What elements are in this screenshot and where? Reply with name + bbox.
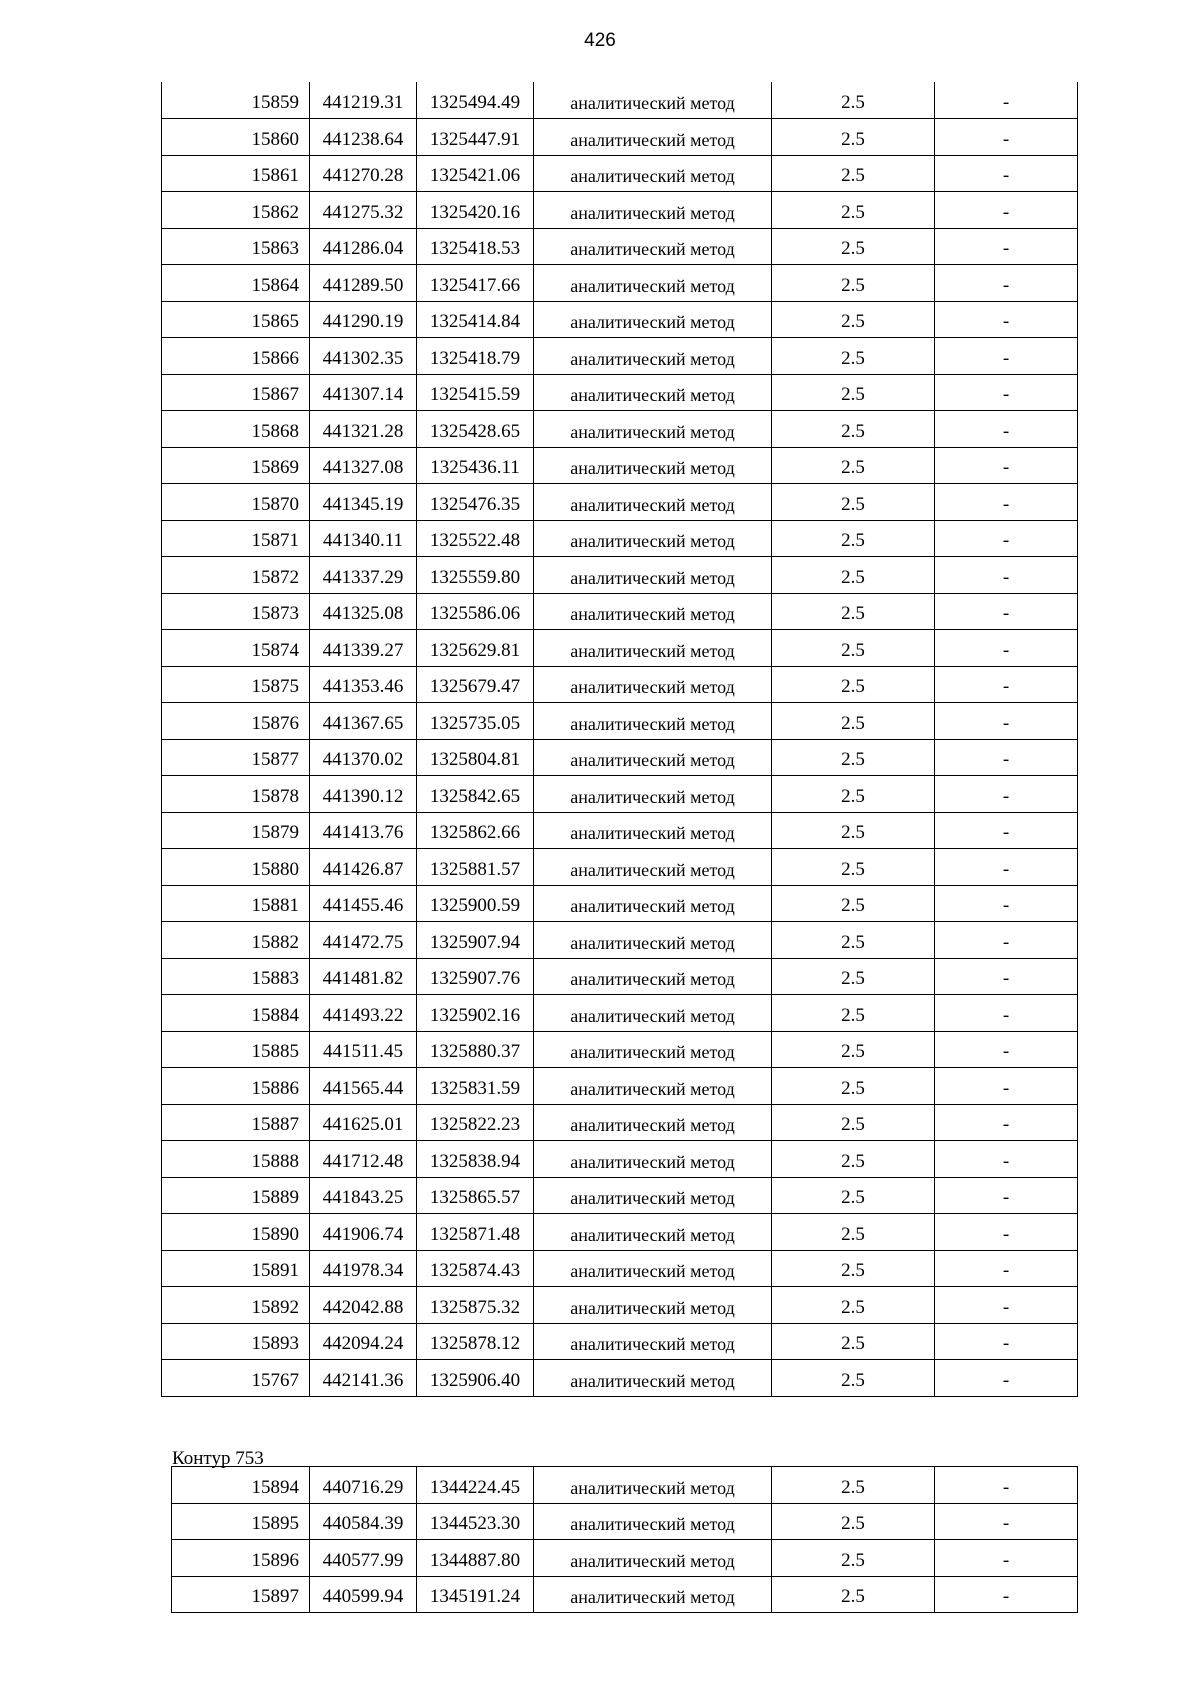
point-number-cell: 15897	[172, 1576, 310, 1613]
note-cell: -	[935, 192, 1078, 229]
x-coordinate-cell: 441353.46	[310, 666, 417, 703]
note-cell: -	[935, 1287, 1078, 1324]
method-cell: аналитический метод	[534, 995, 772, 1032]
note-cell: -	[935, 1177, 1078, 1214]
accuracy-cell: 2.5	[772, 1104, 935, 1141]
point-number-cell: 15869	[162, 447, 310, 484]
note-cell: -	[935, 630, 1078, 667]
accuracy-cell: 2.5	[772, 1068, 935, 1105]
y-coordinate-cell: 1325865.57	[417, 1177, 534, 1214]
method-cell: аналитический метод	[534, 1467, 772, 1504]
accuracy-cell: 2.5	[772, 1360, 935, 1397]
accuracy-cell: 2.5	[772, 703, 935, 740]
accuracy-cell: 2.5	[772, 374, 935, 411]
y-coordinate-cell: 1325906.40	[417, 1360, 534, 1397]
contour-label: Контур 753	[172, 1448, 264, 1469]
x-coordinate-cell: 441712.48	[310, 1141, 417, 1178]
accuracy-cell: 2.5	[772, 630, 935, 667]
table-row	[162, 1177, 1078, 1214]
table-row	[162, 265, 1078, 302]
point-number-cell: 15859	[162, 82, 310, 119]
table-row	[162, 922, 1078, 959]
method-cell: аналитический метод	[534, 1177, 772, 1214]
point-number-cell: 15887	[162, 1104, 310, 1141]
table-row	[162, 192, 1078, 229]
method-cell: аналитический метод	[534, 192, 772, 229]
note-cell: -	[935, 739, 1078, 776]
y-coordinate-cell: 1325476.35	[417, 484, 534, 521]
table-row	[162, 776, 1078, 813]
point-number-cell: 15882	[162, 922, 310, 959]
x-coordinate-cell: 441325.08	[310, 593, 417, 630]
y-coordinate-cell: 1325842.65	[417, 776, 534, 813]
table-row	[162, 301, 1078, 338]
x-coordinate-cell: 441337.29	[310, 557, 417, 594]
y-coordinate-cell: 1325522.48	[417, 520, 534, 557]
y-coordinate-cell: 1325881.57	[417, 849, 534, 886]
x-coordinate-cell: 441270.28	[310, 155, 417, 192]
point-number-cell: 15891	[162, 1250, 310, 1287]
note-cell: -	[935, 1576, 1078, 1613]
note-cell: -	[935, 374, 1078, 411]
x-coordinate-cell: 441289.50	[310, 265, 417, 302]
table-row	[162, 338, 1078, 375]
table-row	[162, 557, 1078, 594]
x-coordinate-cell: 441413.76	[310, 812, 417, 849]
point-number-cell: 15866	[162, 338, 310, 375]
accuracy-cell: 2.5	[772, 1503, 935, 1540]
x-coordinate-cell: 441625.01	[310, 1104, 417, 1141]
table-row	[162, 374, 1078, 411]
point-number-cell: 15862	[162, 192, 310, 229]
accuracy-cell: 2.5	[772, 82, 935, 119]
accuracy-cell: 2.5	[772, 1250, 935, 1287]
note-cell: -	[935, 1503, 1078, 1540]
y-coordinate-cell: 1344523.30	[417, 1503, 534, 1540]
x-coordinate-cell: 441321.28	[310, 411, 417, 448]
table-row	[172, 1540, 1078, 1577]
method-cell: аналитический метод	[534, 776, 772, 813]
y-coordinate-cell: 1325838.94	[417, 1141, 534, 1178]
note-cell: -	[935, 812, 1078, 849]
accuracy-cell: 2.5	[772, 1540, 935, 1577]
y-coordinate-cell: 1325414.84	[417, 301, 534, 338]
x-coordinate-cell: 441238.64	[310, 119, 417, 156]
accuracy-cell: 2.5	[772, 739, 935, 776]
x-coordinate-cell: 441302.35	[310, 338, 417, 375]
method-cell: аналитический метод	[534, 1031, 772, 1068]
method-cell: аналитический метод	[534, 155, 772, 192]
note-cell: -	[935, 885, 1078, 922]
point-number-cell: 15883	[162, 958, 310, 995]
table-row	[162, 1068, 1078, 1105]
table-row	[172, 1576, 1078, 1613]
table-row	[162, 666, 1078, 703]
x-coordinate-cell: 441978.34	[310, 1250, 417, 1287]
x-coordinate-cell: 441481.82	[310, 958, 417, 995]
method-cell: аналитический метод	[534, 1214, 772, 1251]
contour-753-table-body	[172, 1467, 1078, 1613]
table-row	[162, 1250, 1078, 1287]
point-number-cell: 15872	[162, 557, 310, 594]
point-number-cell: 15878	[162, 776, 310, 813]
method-cell: аналитический метод	[534, 739, 772, 776]
accuracy-cell: 2.5	[772, 1031, 935, 1068]
note-cell: -	[935, 520, 1078, 557]
accuracy-cell: 2.5	[772, 265, 935, 302]
method-cell: аналитический метод	[534, 1250, 772, 1287]
table-row	[162, 1031, 1078, 1068]
method-cell: аналитический метод	[534, 301, 772, 338]
x-coordinate-cell: 441345.19	[310, 484, 417, 521]
table-row	[162, 995, 1078, 1032]
point-number-cell: 15875	[162, 666, 310, 703]
y-coordinate-cell: 1325420.16	[417, 192, 534, 229]
y-coordinate-cell: 1325871.48	[417, 1214, 534, 1251]
accuracy-cell: 2.5	[772, 1576, 935, 1613]
accuracy-cell: 2.5	[772, 885, 935, 922]
y-coordinate-cell: 1325878.12	[417, 1323, 534, 1360]
method-cell: аналитический метод	[534, 593, 772, 630]
y-coordinate-cell: 1325418.79	[417, 338, 534, 375]
accuracy-cell: 2.5	[772, 484, 935, 521]
y-coordinate-cell: 1325831.59	[417, 1068, 534, 1105]
table-row	[162, 1287, 1078, 1324]
point-number-cell: 15881	[162, 885, 310, 922]
x-coordinate-cell: 441367.65	[310, 703, 417, 740]
method-cell: аналитический метод	[534, 1068, 772, 1105]
x-coordinate-cell: 442141.36	[310, 1360, 417, 1397]
table-row	[162, 703, 1078, 740]
method-cell: аналитический метод	[534, 484, 772, 521]
method-cell: аналитический метод	[534, 1104, 772, 1141]
point-number-cell: 15880	[162, 849, 310, 886]
accuracy-cell: 2.5	[772, 666, 935, 703]
y-coordinate-cell: 1325900.59	[417, 885, 534, 922]
point-number-cell: 15767	[162, 1360, 310, 1397]
point-number-cell: 15896	[172, 1540, 310, 1577]
note-cell: -	[935, 995, 1078, 1032]
note-cell: -	[935, 484, 1078, 521]
note-cell: -	[935, 155, 1078, 192]
accuracy-cell: 2.5	[772, 155, 935, 192]
x-coordinate-cell: 440577.99	[310, 1540, 417, 1577]
y-coordinate-cell: 1325862.66	[417, 812, 534, 849]
x-coordinate-cell: 441455.46	[310, 885, 417, 922]
page-number: 426	[584, 30, 616, 51]
method-cell: аналитический метод	[534, 1503, 772, 1540]
note-cell: -	[935, 557, 1078, 594]
note-cell: -	[935, 338, 1078, 375]
method-cell: аналитический метод	[534, 82, 772, 119]
point-number-cell: 15892	[162, 1287, 310, 1324]
note-cell: -	[935, 593, 1078, 630]
note-cell: -	[935, 1068, 1078, 1105]
x-coordinate-cell: 441290.19	[310, 301, 417, 338]
point-number-cell: 15888	[162, 1141, 310, 1178]
method-cell: аналитический метод	[534, 1141, 772, 1178]
y-coordinate-cell: 1345191.24	[417, 1576, 534, 1613]
point-number-cell: 15870	[162, 484, 310, 521]
table-row	[162, 1141, 1078, 1178]
method-cell: аналитический метод	[534, 338, 772, 375]
x-coordinate-cell: 441327.08	[310, 447, 417, 484]
note-cell: -	[935, 1104, 1078, 1141]
point-number-cell: 15867	[162, 374, 310, 411]
accuracy-cell: 2.5	[772, 593, 935, 630]
x-coordinate-cell: 440599.94	[310, 1576, 417, 1613]
y-coordinate-cell: 1325907.94	[417, 922, 534, 959]
table-row	[162, 812, 1078, 849]
x-coordinate-cell: 441219.31	[310, 82, 417, 119]
x-coordinate-cell: 442042.88	[310, 1287, 417, 1324]
accuracy-cell: 2.5	[772, 849, 935, 886]
accuracy-cell: 2.5	[772, 776, 935, 813]
point-number-cell: 15886	[162, 1068, 310, 1105]
y-coordinate-cell: 1325494.49	[417, 82, 534, 119]
y-coordinate-cell: 1325559.80	[417, 557, 534, 594]
accuracy-cell: 2.5	[772, 1141, 935, 1178]
table-row	[162, 155, 1078, 192]
note-cell: -	[935, 265, 1078, 302]
method-cell: аналитический метод	[534, 1576, 772, 1613]
table-row	[162, 520, 1078, 557]
accuracy-cell: 2.5	[772, 192, 935, 229]
method-cell: аналитический метод	[534, 958, 772, 995]
method-cell: аналитический метод	[534, 1360, 772, 1397]
table-row	[162, 1360, 1078, 1397]
note-cell: -	[935, 411, 1078, 448]
accuracy-cell: 2.5	[772, 119, 935, 156]
point-number-cell: 15864	[162, 265, 310, 302]
y-coordinate-cell: 1325415.59	[417, 374, 534, 411]
point-number-cell: 15885	[162, 1031, 310, 1068]
accuracy-cell: 2.5	[772, 1287, 935, 1324]
y-coordinate-cell: 1344887.80	[417, 1540, 534, 1577]
point-number-cell: 15889	[162, 1177, 310, 1214]
method-cell: аналитический метод	[534, 520, 772, 557]
method-cell: аналитический метод	[534, 812, 772, 849]
point-number-cell: 15894	[172, 1467, 310, 1504]
table-row	[162, 630, 1078, 667]
accuracy-cell: 2.5	[772, 411, 935, 448]
point-number-cell: 15861	[162, 155, 310, 192]
accuracy-cell: 2.5	[772, 520, 935, 557]
table-row	[172, 1467, 1078, 1504]
table-row	[162, 1104, 1078, 1141]
point-number-cell: 15890	[162, 1214, 310, 1251]
note-cell: -	[935, 119, 1078, 156]
table-row	[162, 958, 1078, 995]
x-coordinate-cell: 441843.25	[310, 1177, 417, 1214]
point-number-cell: 15868	[162, 411, 310, 448]
method-cell: аналитический метод	[534, 666, 772, 703]
y-coordinate-cell: 1325907.76	[417, 958, 534, 995]
y-coordinate-cell: 1325428.65	[417, 411, 534, 448]
y-coordinate-cell: 1325586.06	[417, 593, 534, 630]
note-cell: -	[935, 1141, 1078, 1178]
contour-753-table	[171, 1466, 1078, 1613]
y-coordinate-cell: 1325418.53	[417, 228, 534, 265]
method-cell: аналитический метод	[534, 630, 772, 667]
method-cell: аналитический метод	[534, 1287, 772, 1324]
method-cell: аналитический метод	[534, 228, 772, 265]
table-row	[162, 593, 1078, 630]
accuracy-cell: 2.5	[772, 812, 935, 849]
y-coordinate-cell: 1325629.81	[417, 630, 534, 667]
accuracy-cell: 2.5	[772, 301, 935, 338]
accuracy-cell: 2.5	[772, 922, 935, 959]
point-number-cell: 15873	[162, 593, 310, 630]
table-row	[162, 228, 1078, 265]
y-coordinate-cell: 1325874.43	[417, 1250, 534, 1287]
y-coordinate-cell: 1325417.66	[417, 265, 534, 302]
point-number-cell: 15874	[162, 630, 310, 667]
y-coordinate-cell: 1325880.37	[417, 1031, 534, 1068]
accuracy-cell: 2.5	[772, 1214, 935, 1251]
x-coordinate-cell: 441390.12	[310, 776, 417, 813]
x-coordinate-cell: 441286.04	[310, 228, 417, 265]
table-row	[162, 82, 1078, 119]
y-coordinate-cell: 1344224.45	[417, 1467, 534, 1504]
note-cell: -	[935, 1540, 1078, 1577]
accuracy-cell: 2.5	[772, 447, 935, 484]
table-row	[172, 1503, 1078, 1540]
x-coordinate-cell: 441493.22	[310, 995, 417, 1032]
method-cell: аналитический метод	[534, 703, 772, 740]
accuracy-cell: 2.5	[772, 995, 935, 1032]
table-row	[162, 447, 1078, 484]
coordinates-table-body	[162, 82, 1078, 1396]
method-cell: аналитический метод	[534, 119, 772, 156]
point-number-cell: 15884	[162, 995, 310, 1032]
x-coordinate-cell: 441307.14	[310, 374, 417, 411]
table-row	[162, 484, 1078, 521]
table-row	[162, 739, 1078, 776]
note-cell: -	[935, 1031, 1078, 1068]
y-coordinate-cell: 1325735.05	[417, 703, 534, 740]
method-cell: аналитический метод	[534, 374, 772, 411]
x-coordinate-cell: 441275.32	[310, 192, 417, 229]
x-coordinate-cell: 441370.02	[310, 739, 417, 776]
table-row	[162, 885, 1078, 922]
method-cell: аналитический метод	[534, 1540, 772, 1577]
note-cell: -	[935, 1250, 1078, 1287]
x-coordinate-cell: 441565.44	[310, 1068, 417, 1105]
note-cell: -	[935, 1323, 1078, 1360]
note-cell: -	[935, 849, 1078, 886]
x-coordinate-cell: 441511.45	[310, 1031, 417, 1068]
method-cell: аналитический метод	[534, 922, 772, 959]
x-coordinate-cell: 441426.87	[310, 849, 417, 886]
table-row	[162, 849, 1078, 886]
note-cell: -	[935, 1360, 1078, 1397]
y-coordinate-cell: 1325804.81	[417, 739, 534, 776]
note-cell: -	[935, 776, 1078, 813]
note-cell: -	[935, 82, 1078, 119]
x-coordinate-cell: 440584.39	[310, 1503, 417, 1540]
accuracy-cell: 2.5	[772, 1467, 935, 1504]
coordinates-table	[161, 82, 1078, 1397]
accuracy-cell: 2.5	[772, 557, 935, 594]
table-row	[162, 119, 1078, 156]
note-cell: -	[935, 922, 1078, 959]
point-number-cell: 15895	[172, 1503, 310, 1540]
note-cell: -	[935, 1214, 1078, 1251]
note-cell: -	[935, 447, 1078, 484]
accuracy-cell: 2.5	[772, 958, 935, 995]
note-cell: -	[935, 228, 1078, 265]
table-row	[162, 411, 1078, 448]
x-coordinate-cell: 441339.27	[310, 630, 417, 667]
method-cell: аналитический метод	[534, 411, 772, 448]
note-cell: -	[935, 703, 1078, 740]
point-number-cell: 15865	[162, 301, 310, 338]
y-coordinate-cell: 1325447.91	[417, 119, 534, 156]
method-cell: аналитический метод	[534, 265, 772, 302]
x-coordinate-cell: 440716.29	[310, 1467, 417, 1504]
point-number-cell: 15860	[162, 119, 310, 156]
point-number-cell: 15876	[162, 703, 310, 740]
point-number-cell: 15877	[162, 739, 310, 776]
y-coordinate-cell: 1325421.06	[417, 155, 534, 192]
point-number-cell: 15863	[162, 228, 310, 265]
x-coordinate-cell: 442094.24	[310, 1323, 417, 1360]
note-cell: -	[935, 958, 1078, 995]
point-number-cell: 15893	[162, 1323, 310, 1360]
y-coordinate-cell: 1325902.16	[417, 995, 534, 1032]
x-coordinate-cell: 441906.74	[310, 1214, 417, 1251]
y-coordinate-cell: 1325822.23	[417, 1104, 534, 1141]
method-cell: аналитический метод	[534, 1323, 772, 1360]
note-cell: -	[935, 1467, 1078, 1504]
method-cell: аналитический метод	[534, 447, 772, 484]
y-coordinate-cell: 1325875.32	[417, 1287, 534, 1324]
y-coordinate-cell: 1325679.47	[417, 666, 534, 703]
accuracy-cell: 2.5	[772, 1177, 935, 1214]
method-cell: аналитический метод	[534, 849, 772, 886]
table-row	[162, 1214, 1078, 1251]
accuracy-cell: 2.5	[772, 338, 935, 375]
method-cell: аналитический метод	[534, 557, 772, 594]
table-row	[162, 1323, 1078, 1360]
method-cell: аналитический метод	[534, 885, 772, 922]
point-number-cell: 15871	[162, 520, 310, 557]
x-coordinate-cell: 441340.11	[310, 520, 417, 557]
accuracy-cell: 2.5	[772, 228, 935, 265]
y-coordinate-cell: 1325436.11	[417, 447, 534, 484]
accuracy-cell: 2.5	[772, 1323, 935, 1360]
note-cell: -	[935, 666, 1078, 703]
note-cell: -	[935, 301, 1078, 338]
x-coordinate-cell: 441472.75	[310, 922, 417, 959]
point-number-cell: 15879	[162, 812, 310, 849]
